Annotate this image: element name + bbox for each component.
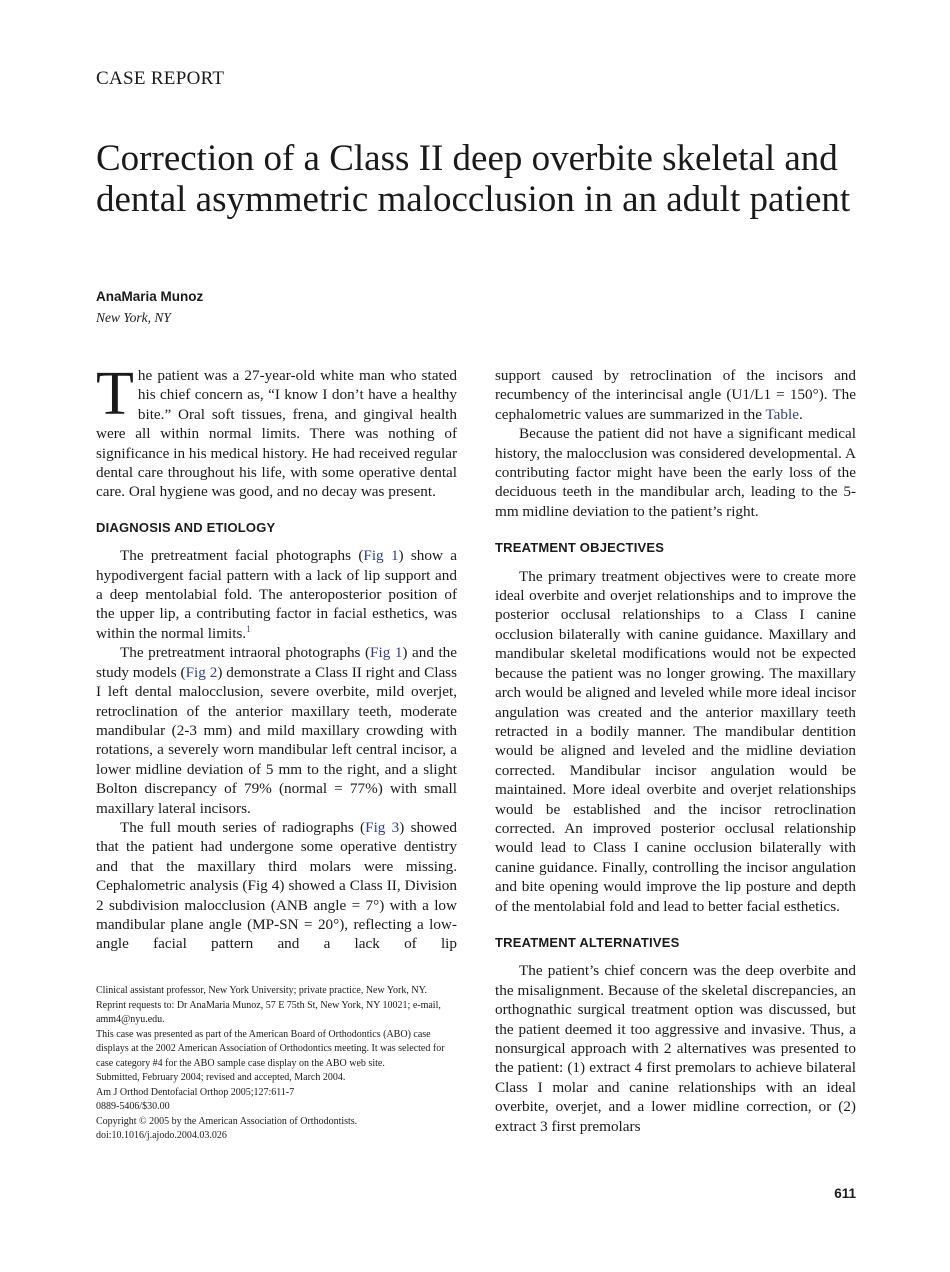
diagnosis-p2-text-c: ) demonstrate a Class II right and Class I left dental malocclusion, severe overbite, mild overjet, retroclination of the anterior maxillary teeth, moderate mandibular (2-3 mm) and mild maxillary crowding with rotations, a severely worn mandibular left central incisor, a lower midline deviation of 5 mm to the right, and a slight Bolton discrepancy of 79% (normal = 77%) with small maxillary lateral incisors. — [96, 663, 458, 817]
diagnosis-p2-text-a: The pretreatment intraoral photographs ( — [120, 644, 371, 662]
diagnosis-paragraph-2 — [96, 643, 457, 818]
footnote-reprint-requests: Reprint requests to: Dr AnaMaria Munoz, 57 E 75th St, New York, NY 10021; e-mail, amm4@nyu.edu. — [96, 999, 441, 1025]
author-affiliation: New York, NY — [96, 310, 171, 325]
objectives-paragraph: The primary treatment objectives were to create more ideal overbite and overjet relationships and to improve the posterior occlusal relationships to a Class I canine occlusion bilaterally with canine guidance. Maxillary and mandibular skeletal modifications would not be expected because the patient was no longer growing. The maxillary arch would be aligned and leveled while more ideal incisor angulation was created and the anterior maxillary teeth retracted in a bodily manner. The mandibular dentition would be aligned and leveled and the midline deviation corrected. Mandibular incisor angulation would be maintained. More ideal overbite and overjet relationships would be established and the incisor retroclination corrected. An improved posterior occlusal relationship would lead to Class I canine occlusion bilaterally with canine guidance. Finally, controlling the incisor angulation and bite opening would improve the lip posture and depth of the mentolabial fold and lead to better facial esthetics. — [495, 567, 856, 915]
diagnosis-paragraph-4: Because the patient did not have a significant medical history, the malocclusion was considered developmental. A contributing factor might have been the early loss of the deciduous teeth in the mandibular arch, leading to the 5-mm midline deviation to the patient’s right. — [495, 425, 856, 520]
heading-diagnosis: DIAGNOSIS AND ETIOLOGY — [96, 519, 276, 535]
reference-1-link[interactable]: 1 — [246, 623, 251, 634]
intro-text: he patient was a 27-year-old white man who stated his chief concern as, “I know I don’t have a healthy bite.” Oral soft tissues, frena, and gingival health were all within normal limits. There was nothing of significance in his medical history. He had received regular dental care throughout his life, with some operative dental care. Oral hygiene was good, and no decay was present. — [96, 367, 457, 501]
footnote-submission-dates: Submitted, February 2004; revised and accepted, March 2004. — [96, 1072, 346, 1083]
footnote-citation: Am J Orthod Dentofacial Orthop 2005;127:611-7 — [96, 1086, 295, 1098]
diagnosis-paragraph-3-start — [96, 818, 457, 954]
fig1-link-2[interactable]: Fig 1 — [370, 644, 403, 662]
drop-cap: T — [96, 360, 134, 428]
intro-paragraph — [96, 360, 457, 502]
heading-treatment-objectives: TREATMENT OBJECTIVES — [495, 540, 665, 556]
diagnosis-p3-text-b-left: ) showed that the patient had undergone some operative dentistry and that the maxillary third molars were missing. Cephalometric analysis (Fig 4) showed a Class II, Division 2 subdivision malocclusion (ANB angle = 7°) with a low mandibular plane angle (MP-SN = 20°), reflecting a low-angle facial pattern and a lack of lip — [96, 818, 457, 953]
footnote-doi: doi:10.1016/j.ajodo.2004.03.026 — [96, 1130, 227, 1141]
right-column — [495, 366, 856, 1136]
diagnosis-paragraph-3-continued — [495, 366, 856, 424]
diagnosis-p1-text-b: ) show a hypodivergent facial pattern with a lack of lip support and a deep mentolabial fold. The anteroposterior position of the upper lip, a contributing factor in facial esthetics, was within the normal limits. — [96, 547, 457, 642]
footnote-copyright: Copyright © 2005 by the American Association of Orthodontists. — [96, 1115, 358, 1127]
fig2-link[interactable]: Fig 2 — [185, 663, 218, 681]
heading-treatment-alternatives: TREATMENT ALTERNATIVES — [495, 934, 680, 950]
left-column — [96, 360, 458, 954]
alternatives-paragraph: The patient’s chief concern was the deep overbite and the misalignment. Because of the skeletal discrepancies, an orthognathic surgical treatment option was discussed, but the patient deemed it too aggressive and invasive. Thus, a nonsurgical approach with 2 alternatives was presented to the patient: (1) extract 4 first premolars to achieve bilateral Class I molar and canine relationships with an ideal overbite, overjet, and a lower midline correction, or (2) extract 3 first premolars — [495, 962, 856, 1135]
fig1-link[interactable]: Fig 1 — [363, 547, 399, 565]
page-number: 611 — [834, 1186, 856, 1201]
table-link[interactable]: Table — [765, 405, 799, 423]
article-title: Correction of a Class II deep overbite skeletal and dental asymmetric malocclusion in an adult patient — [96, 138, 851, 220]
diagnosis-p1-text-a: The pretreatment facial photographs ( — [120, 547, 364, 565]
footnote-affiliation: Clinical assistant professor, New York University; private practice, New York, NY. — [96, 985, 428, 996]
diagnosis-p2-text-b: ) and the study models ( — [96, 644, 458, 681]
footnote-issn: 0889-5406/$30.00 — [96, 1101, 170, 1112]
diagnosis-p3-text-c: . — [798, 405, 803, 423]
author-name: AnaMaria Munoz — [96, 289, 204, 304]
footnote-presentation: This case was presented as part of the American Board of Orthodontics (ABO) case displays at the 2002 American Association of Orthodontics meeting. It was selected for case category #4 for the ABO sample case display on the ABO web site. — [96, 1028, 445, 1069]
diagnosis-paragraph-1 — [96, 546, 457, 643]
fig3-link[interactable]: Fig 3 — [365, 818, 400, 836]
section-label: CASE REPORT — [96, 68, 225, 89]
diagnosis-p3-text-b-right: support caused by retroclination of the incisors and recumbency of the interincisal angle (U1/L1 = 150°). The cephalometric values are summarized in the — [495, 367, 856, 423]
diagnosis-p3-text-a: The full mouth series of radiographs ( — [120, 818, 366, 836]
footnotes — [96, 984, 457, 1144]
